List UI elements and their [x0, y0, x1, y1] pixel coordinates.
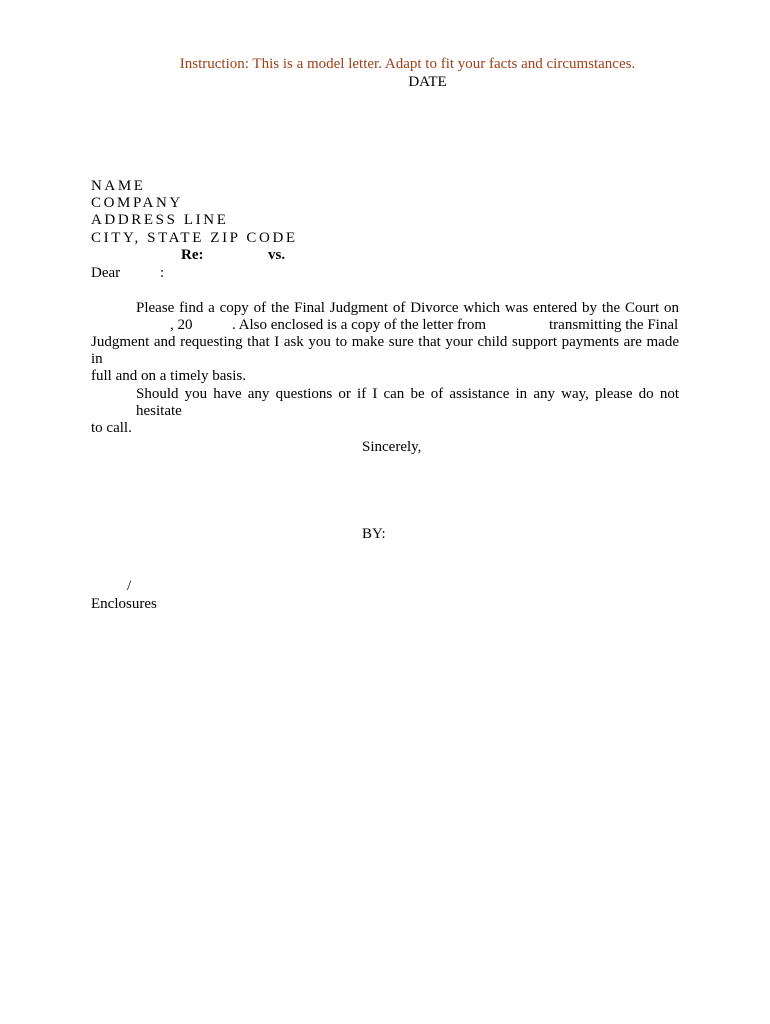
instruction-note: Instruction: This is a model letter. Adapt to fit your facts and circumstances.: [179, 56, 636, 72]
salutation: Dear: [91, 265, 121, 281]
signature-by-label: BY:: [362, 526, 386, 542]
body-p1-line-1: Please find a copy of the Final Judgment of Divorce which was entered by the Court on: [136, 300, 679, 316]
body-p1-enclosed: . Also enclosed is a copy of the letter from: [232, 317, 487, 333]
body-p2-line-1: Should you have any questions or if I can be of assistance in any way, please do not hesitate: [136, 386, 679, 419]
salutation-colon: :: [160, 265, 165, 281]
body-p1-transmitting: transmitting the Final: [549, 317, 679, 333]
re-line: [181, 247, 286, 264]
recipient-address: ADDRESS LINE: [91, 212, 229, 228]
body-p1-year: , 20: [170, 317, 193, 333]
recipient-city-state-zip: CITY, STATE ZIP CODE: [91, 230, 298, 246]
recipient-name: NAME: [91, 178, 146, 194]
closing-sincerely: Sincerely,: [362, 439, 422, 455]
body-p1-line-4: full and on a timely basis.: [91, 368, 246, 384]
body-p1-line-3: Judgment and requesting that I ask you to make sure that your child support payments are made in: [91, 334, 679, 367]
body-paragraph-2: [91, 386, 679, 437]
body-paragraph-1: [91, 300, 679, 317]
vs-label: vs.: [268, 247, 286, 263]
body-p2-line-2: to call.: [91, 420, 132, 436]
letter-date: DATE: [408, 74, 447, 90]
enclosures-label: Enclosures: [91, 596, 157, 612]
initials-separator: /: [127, 578, 132, 594]
body-paragraph-1-cont: [91, 334, 679, 385]
re-label: Re:: [181, 247, 204, 263]
recipient-company: COMPANY: [91, 195, 183, 211]
